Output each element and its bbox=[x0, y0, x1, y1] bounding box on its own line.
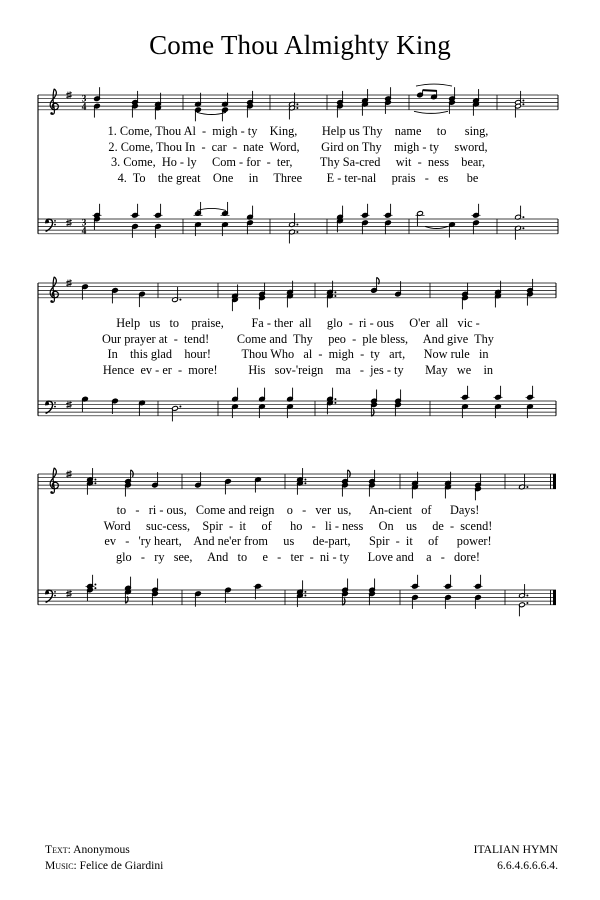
lyric-line-s1-v3: 3. Come, Ho - ly Com - for - ter, Thy Sa-cred wit - ness bear, bbox=[110, 155, 486, 169]
lyric-line-s2-v3: In this glad hour! Thou Who al - migh - ty art, Now rule in bbox=[107, 347, 489, 361]
text-credit bbox=[45, 842, 163, 858]
credits-block bbox=[45, 842, 163, 873]
text-credit-value: Anonymous bbox=[73, 843, 130, 856]
svg-text:3: 3 bbox=[81, 218, 87, 229]
lyric-line-s2-v1: Help us to praise, Fa - ther all glo - ri - ous O'er all vic - bbox=[116, 316, 480, 330]
text-credit-label: Text: bbox=[45, 843, 71, 856]
music-credit-label: Music: bbox=[45, 858, 77, 872]
lyric-line-s3-v3: ev - 'ry heart, And ne'er from us de-part, Spir - it of power! bbox=[104, 534, 492, 548]
music-credit-value: Felice de Giardini bbox=[79, 858, 164, 872]
lyric-line-s2-v2: Our prayer at - tend! Come and Thy peo - ple bless, And give Thy bbox=[102, 331, 494, 346]
tune-block bbox=[474, 842, 558, 873]
tune-name: ITALIAN HYMN bbox=[473, 843, 558, 856]
svg-text:4: 4 bbox=[81, 102, 87, 113]
hymn-title: Come Thou Almighty King bbox=[149, 30, 451, 60]
music-credit bbox=[45, 858, 163, 874]
lyric-line-s1-v4: 4. To the great One in Three E - ter-nal prais - es be bbox=[117, 170, 479, 185]
lyric-line-s1-v1: 1. Come, Thou Al - migh - ty King, Help us Thy name to sing, bbox=[107, 124, 489, 138]
lyric-line-s3-v4: glo - ry see, And to e - ter - ni - ty Love and a - dore! bbox=[115, 549, 481, 564]
lyric-line-s3-v2: Word suc-cess, Spir - it of ho - li - ness On us de - scend! bbox=[103, 518, 493, 533]
lyric-line-s2-v4: Hence ev - er - more! His sov-'reign ma - jes - ty May we in bbox=[102, 362, 494, 377]
lyric-line-s1-v2: 2. Come, Thou In - car - nate Word, Gird on Thy migh - ty sword, bbox=[108, 139, 488, 154]
svg-text:3: 3 bbox=[81, 94, 87, 105]
tune-meter: 6.6.4.6.6.6.4. bbox=[497, 858, 558, 872]
lyric-line-s3-v1: to - ri - ous, Come and reign o - ver us, An-cient of Days! bbox=[116, 503, 480, 517]
svg-text:4: 4 bbox=[81, 226, 87, 237]
